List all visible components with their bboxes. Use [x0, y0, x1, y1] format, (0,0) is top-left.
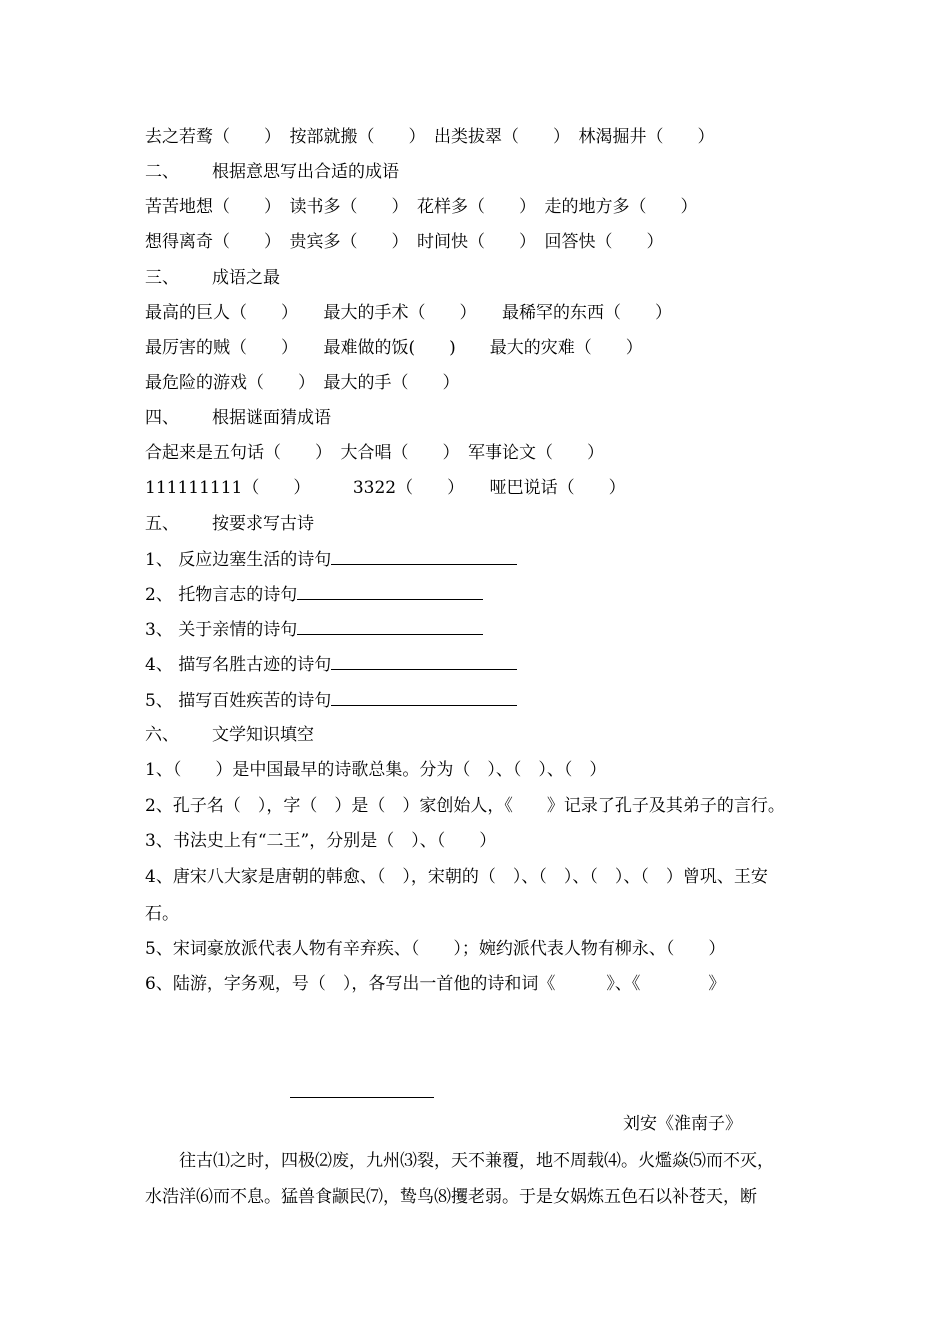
- poem-question-1-text: 1、 反应边塞生活的诗句: [145, 550, 332, 570]
- answer-blank[interactable]: [297, 618, 483, 635]
- section-5-title: 按要求写古诗: [212, 514, 314, 534]
- section-2-title: 根据意思写出合适的成语: [212, 162, 399, 182]
- section-4-number: 四、: [145, 408, 179, 428]
- poem-question-1: [145, 548, 517, 571]
- title-blank-line[interactable]: [290, 1097, 434, 1098]
- poem-question-2: [145, 583, 483, 606]
- section-4-heading: [145, 407, 331, 429]
- section-3-line-1: 最高的巨人（ ） 最大的手术（ ） 最稀罕的东西（ ）: [145, 303, 672, 323]
- section-3-line-2: 最厉害的贼（ ） 最难做的饭( ) 最大的灾难（ ）: [145, 338, 643, 358]
- section-2-line-1: 苦苦地想（ ） 读书多（ ） 花样多（ ） 走的地方多（ ）: [145, 197, 698, 217]
- section-4-line-2: 111111111（ ） 3322（ ） 哑巴说话（ ）: [145, 478, 626, 498]
- poem-question-5: [145, 689, 517, 712]
- section-6-heading: [145, 724, 314, 746]
- section-6-title: 文学知识填空: [212, 725, 314, 745]
- poem-question-4-text: 4、 描写名胜古迹的诗句: [145, 655, 332, 675]
- literature-question-1: 1、（ ）是中国最早的诗歌总集。分为（ ）、（ ）、（ ）: [145, 760, 607, 780]
- literature-question-5: 5、宋词豪放派代表人物有辛弃疾、（ ）；婉约派代表人物有柳永、（ ）: [145, 939, 726, 959]
- poem-question-3-text: 3、 关于亲情的诗句: [145, 620, 298, 640]
- section-2-number: 二、: [145, 162, 179, 182]
- section-3-heading: [145, 267, 280, 289]
- section-6-number: 六、: [145, 725, 179, 745]
- answer-blank[interactable]: [331, 689, 517, 706]
- literature-question-2: 2、孔子名（ ），字（ ）是（ ）家创始人，《 》记录了孔子及其弟子的言行。: [145, 796, 785, 816]
- section-5-number: 五、: [145, 514, 179, 534]
- section-5-heading: [145, 513, 314, 535]
- literature-question-4-cont: 石。: [145, 904, 179, 924]
- section-4-line-1: 合起来是五句话（ ） 大合唱（ ） 军事论文（ ）: [145, 443, 604, 463]
- answer-blank[interactable]: [297, 583, 483, 600]
- passage-author: 刘安《淮南子》: [623, 1114, 742, 1134]
- literature-question-6: 6、陆游，字务观，号（ ），各写出一首他的诗和词《 》、《 》: [145, 974, 726, 994]
- literature-question-3: 3、书法史上有“二王”，分别是（ ）、（ ）: [145, 831, 497, 851]
- answer-blank[interactable]: [331, 548, 517, 565]
- poem-question-4: [145, 653, 517, 676]
- answer-blank[interactable]: [331, 653, 517, 670]
- passage-line-2: 水浩洋⑹而不息。猛兽食颛民⑺，鸷鸟⑻攫老弱。于是女娲炼五色石以补苍天，断: [145, 1187, 757, 1207]
- section-2-heading: [145, 161, 399, 183]
- section-3-line-3: 最危险的游戏（ ） 最大的手（ ）: [145, 373, 460, 393]
- poem-question-3: [145, 618, 483, 641]
- section-3-number: 三、: [145, 268, 179, 288]
- section-4-title: 根据谜面猜成语: [212, 408, 331, 428]
- poem-question-5-text: 5、 描写百姓疾苦的诗句: [145, 691, 332, 711]
- section-3-title: 成语之最: [212, 268, 280, 288]
- idiom-correction-line: 去之若鹜（ ） 按部就搬（ ） 出类拔翠（ ） 林渴掘井（ ）: [145, 127, 715, 147]
- passage-line-1: 往古⑴之时，四极⑵废，九州⑶裂，天不兼覆，地不周载⑷。火爁焱⑸而不灭，: [145, 1151, 774, 1171]
- poem-question-2-text: 2、 托物言志的诗句: [145, 585, 298, 605]
- section-2-line-2: 想得离奇（ ） 贵宾多（ ） 时间快（ ） 回答快（ ）: [145, 232, 664, 252]
- literature-question-4: 4、唐宋八大家是唐朝的韩愈、（ ），宋朝的（ ）、（ ）、（ ）、（ ）曾巩、王安: [145, 867, 768, 887]
